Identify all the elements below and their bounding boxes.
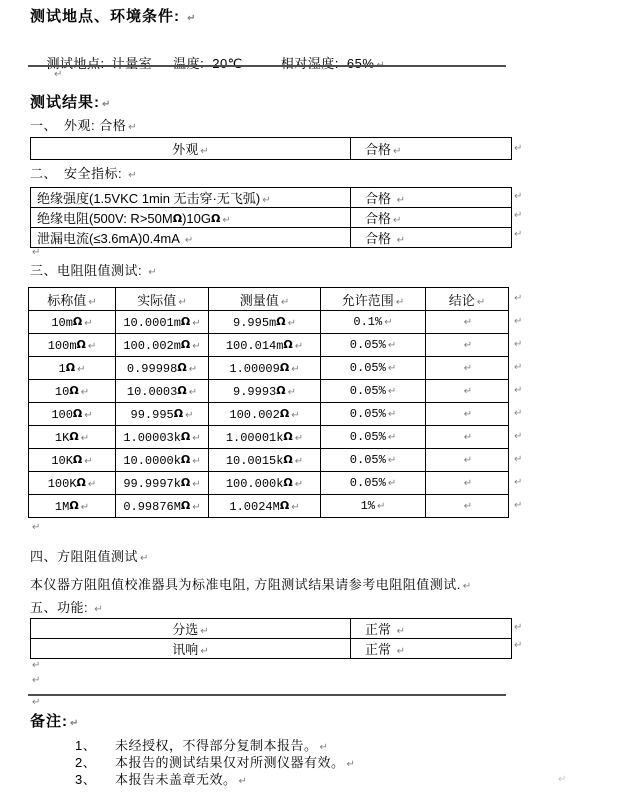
measured-cell: 1.00009Ω ↵: [209, 357, 321, 380]
table-row: [31, 639, 512, 659]
tolerance-cell: 0.05% ↵: [321, 472, 426, 495]
pilcrow-mark: ↵: [463, 363, 473, 374]
column-header-cell: 实际值 ↵: [116, 288, 209, 311]
nominal-cell: 1Ω ↵: [29, 357, 116, 380]
section3-heading: [30, 260, 157, 279]
measured-cell: 1.0024MΩ ↵: [209, 495, 321, 518]
ohm-symbol: Ω: [180, 498, 191, 512]
pilcrow-mark: ↵: [384, 317, 393, 328]
function-result-cell: 正常 ↵: [351, 619, 512, 639]
pilcrow-mark: ↵: [102, 99, 112, 110]
pilcrow-mark: ↵: [32, 522, 41, 533]
env-line: [30, 38, 385, 87]
appearance-table: [30, 137, 512, 160]
remark-number: 3、: [75, 772, 97, 787]
pilcrow-mark: ↵: [128, 170, 138, 181]
ohm-symbol: Ω: [180, 314, 191, 328]
pilcrow-mark: ↵: [87, 478, 97, 490]
conclusion-cell: [426, 380, 509, 403]
section1-heading: [30, 115, 137, 134]
section3-heading-text: 三、电阻阻值测试:: [30, 263, 147, 278]
section4-note: [30, 574, 472, 593]
row-end-marks: [514, 287, 522, 517]
pilcrow-mark: ↵: [84, 409, 93, 421]
tolerance-cell: 0.05% ↵: [321, 403, 426, 426]
remark-text: 未经授权，不得部分复制本报告。: [115, 738, 318, 753]
tolerance-cell: 0.05% ↵: [321, 449, 426, 472]
table-row: [31, 228, 512, 248]
pilcrow-mark: ↵: [393, 215, 402, 226]
resistance-row: [29, 472, 509, 495]
remarks-title: [30, 710, 79, 731]
actual-cell: 0.99876MΩ ↵: [116, 495, 209, 518]
nominal-cell: 10Ω ↵: [29, 380, 116, 403]
resistance-row: [29, 334, 509, 357]
measured-cell: 100.002Ω ↵: [209, 403, 321, 426]
pilcrow-mark: ↵: [294, 478, 304, 490]
row-end-mark: ↵: [514, 477, 523, 488]
ohm-symbol: Ω: [210, 212, 221, 225]
ohm-symbol: Ω: [279, 360, 290, 374]
pilcrow-mark: ↵: [128, 122, 138, 133]
pilcrow-mark: ↵: [262, 195, 271, 206]
horizontal-rule-top: [28, 65, 506, 67]
pilcrow-mark: ↵: [80, 386, 90, 398]
tolerance-cell: 0.05% ↵: [321, 380, 426, 403]
pilcrow-mark: ↵: [463, 455, 473, 466]
row-end-marks: [514, 187, 522, 244]
pilcrow-mark: ↵: [192, 455, 201, 467]
actual-cell: 1.00003kΩ ↵: [116, 426, 209, 449]
pilcrow-mark: ↵: [287, 317, 296, 329]
pilcrow-mark: ↵: [463, 432, 473, 443]
actual-cell: 10.0000kΩ ↵: [116, 449, 209, 472]
pilcrow-mark: ↵: [395, 296, 405, 308]
remark-text: 本报告的测试结果仅对所测仪器有效。: [115, 755, 345, 770]
ohm-symbol: Ω: [283, 429, 293, 443]
pilcrow-mark: ↵: [291, 409, 300, 421]
row-end-mark: ↵: [514, 621, 523, 633]
row-end-mark: ↵: [514, 362, 523, 373]
section2-heading: [30, 163, 137, 182]
pilcrow-mark: ↵: [32, 660, 41, 671]
remark-number: 1、: [75, 738, 97, 753]
pilcrow-mark: ↵: [294, 340, 304, 352]
measured-cell: 1.00001kΩ ↵: [209, 426, 321, 449]
pilcrow-mark: ↵: [558, 774, 567, 785]
ohm-symbol: Ω: [180, 429, 191, 443]
pilcrow-mark: ↵: [396, 626, 406, 637]
resistance-row: [29, 357, 509, 380]
resistance-row: [29, 403, 509, 426]
pilcrow-mark: ↵: [396, 195, 406, 206]
pilcrow-mark: ↵: [54, 69, 63, 80]
conclusion-cell: [426, 357, 509, 380]
pilcrow-mark: ↵: [463, 501, 473, 512]
pilcrow-mark: ↵: [222, 215, 231, 226]
actual-cell: 10.0003Ω ↵: [116, 380, 209, 403]
measured-cell: 100.000kΩ ↵: [209, 472, 321, 495]
ohm-symbol: Ω: [173, 406, 184, 420]
pilcrow-mark: ↵: [188, 363, 198, 375]
ohm-symbol: Ω: [180, 475, 191, 489]
ohm-symbol: Ω: [72, 406, 83, 420]
pilcrow-mark: ↵: [32, 675, 41, 686]
pilcrow-mark: ↵: [200, 626, 209, 637]
actual-cell: 99.9997kΩ ↵: [116, 472, 209, 495]
pilcrow-mark: ↵: [463, 317, 473, 328]
tolerance-cell: 0.05% ↵: [321, 334, 426, 357]
pilcrow-mark: ↵: [291, 501, 300, 513]
pilcrow-mark: ↵: [148, 267, 158, 278]
ohm-symbol: Ω: [76, 337, 86, 351]
safety-result-cell: 合格 ↵: [351, 188, 512, 208]
actual-cell: 10.0001mΩ ↵: [116, 311, 209, 334]
pilcrow-mark: ↵: [70, 718, 80, 729]
safety-item-cell: 绝缘电阻(500V: R>50MΩ)10GΩ ↵: [31, 208, 351, 228]
row-end-mark: ↵: [514, 191, 523, 202]
ohm-symbol: Ω: [276, 383, 286, 397]
ohm-symbol: Ω: [279, 406, 290, 420]
section4-heading: [30, 546, 149, 565]
safety-item-cell: 泄漏电流(≤3.6mA)0.4mA ↵: [31, 228, 351, 248]
appearance-result-cell: 合格 ↵: [351, 138, 512, 160]
ohm-symbol: Ω: [65, 360, 76, 374]
env-conditions-title: [30, 5, 197, 26]
pilcrow-mark: ↵: [387, 455, 397, 466]
pilcrow-mark: ↵: [387, 386, 397, 397]
results-title-text: 测试结果:: [30, 94, 100, 111]
ohm-symbol: Ω: [283, 475, 293, 489]
pilcrow-mark: ↵: [200, 146, 209, 157]
column-header-cell: 标称值 ↵: [29, 288, 116, 311]
row-end-marks: [514, 137, 522, 160]
pilcrow-mark: ↵: [377, 501, 386, 512]
resistance-row: [29, 495, 509, 518]
tolerance-cell: 0.05% ↵: [321, 357, 426, 380]
pilcrow-mark: ↵: [387, 478, 397, 489]
tolerance-cell: 0.1% ↵: [321, 311, 426, 334]
ohm-symbol: Ω: [69, 383, 79, 397]
pilcrow-mark: ↵: [140, 553, 149, 564]
pilcrow-mark: ↵: [346, 759, 356, 770]
row-end-mark: ↵: [514, 316, 523, 327]
pilcrow-mark: ↵: [396, 646, 406, 657]
row-end-mark: ↵: [514, 408, 523, 419]
section1-heading-text: 一、 外观: 合格: [30, 118, 127, 133]
row-end-mark: ↵: [514, 500, 523, 511]
safety-indicators-table: [30, 187, 512, 248]
test-location-value: 计量室: [111, 56, 153, 71]
nominal-cell: 100Ω ↵: [29, 403, 116, 426]
ohm-symbol: Ω: [177, 360, 187, 374]
measured-cell: 9.995mΩ ↵: [209, 311, 321, 334]
pilcrow-mark: ↵: [291, 363, 300, 375]
env-conditions-title-text: 测试地点、环境条件:: [30, 8, 186, 25]
results-title: [30, 91, 111, 112]
row-end-mark: ↵: [514, 210, 523, 221]
pilcrow-mark: ↵: [77, 363, 86, 375]
conclusion-cell: [426, 334, 509, 357]
pilcrow-mark: ↵: [178, 296, 187, 308]
table-row: [31, 208, 512, 228]
pilcrow-mark: ↵: [280, 296, 290, 308]
section2-heading-text: 二、 安全指标:: [30, 166, 127, 181]
ohm-symbol: Ω: [69, 498, 79, 512]
column-header-cell: 结论 ↵: [426, 288, 509, 311]
temperature-value: 20℃: [212, 56, 243, 71]
ohm-symbol: Ω: [180, 337, 191, 351]
pilcrow-mark: ↵: [238, 776, 248, 787]
actual-cell: 100.002mΩ ↵: [116, 334, 209, 357]
function-result-cell: 正常 ↵: [351, 639, 512, 659]
pilcrow-mark: ↵: [87, 340, 97, 352]
ohm-symbol: Ω: [180, 452, 191, 466]
resistance-row: [29, 311, 509, 334]
safety-result-cell: 合格 ↵: [351, 208, 512, 228]
ohm-symbol: Ω: [283, 337, 293, 351]
tolerance-cell: 0.05% ↵: [321, 426, 426, 449]
pilcrow-mark: ↵: [463, 409, 473, 420]
remark-number: 2、: [75, 755, 97, 770]
section5-heading-text: 五、功能:: [30, 600, 93, 615]
humidity-label: 相对湿度:: [280, 56, 339, 71]
ohm-symbol: Ω: [276, 314, 286, 328]
actual-cell: 0.99998Ω ↵: [116, 357, 209, 380]
function-item-cell: 分选 ↵: [31, 619, 351, 639]
pilcrow-mark: ↵: [476, 296, 486, 308]
pilcrow-mark: ↵: [84, 455, 93, 467]
nominal-cell: 10mΩ ↵: [29, 311, 116, 334]
pilcrow-mark: ↵: [387, 432, 397, 443]
pilcrow-mark: ↵: [462, 581, 472, 592]
resistance-header-row: [29, 288, 509, 311]
pilcrow-mark: ↵: [294, 432, 304, 444]
pilcrow-mark: ↵: [192, 340, 201, 352]
pilcrow-mark: ↵: [387, 363, 397, 374]
row-end-marks: [514, 618, 522, 654]
row-end-mark: ↵: [514, 229, 523, 240]
pilcrow-mark: ↵: [185, 409, 194, 421]
row-end-mark: ↵: [514, 454, 523, 465]
pilcrow-mark: ↵: [88, 296, 97, 308]
pilcrow-mark: ↵: [80, 432, 90, 444]
pilcrow-mark: ↵: [200, 646, 209, 657]
pilcrow-mark: ↵: [192, 317, 201, 329]
appearance-item-cell: 外观 ↵: [31, 138, 351, 160]
tolerance-cell: 1% ↵: [321, 495, 426, 518]
remark-text: 本报告未盖章无效。: [115, 772, 237, 787]
function-test-table: [30, 618, 512, 659]
resistance-row: [29, 380, 509, 403]
pilcrow-mark: ↵: [393, 146, 402, 157]
nominal-cell: 100mΩ ↵: [29, 334, 116, 357]
ohm-symbol: Ω: [72, 314, 83, 328]
ohm-symbol: Ω: [72, 452, 83, 466]
pilcrow-mark: ↵: [192, 478, 201, 490]
conclusion-cell: [426, 449, 509, 472]
column-header-cell: 允许范围 ↵: [321, 288, 426, 311]
pilcrow-mark: ↵: [294, 455, 304, 467]
conclusion-cell: [426, 403, 509, 426]
nominal-cell: 1MΩ ↵: [29, 495, 116, 518]
humidity-value: 65%: [346, 56, 375, 71]
test-location-label: 测试地点:: [46, 56, 105, 71]
table-row: [31, 138, 512, 160]
table-row: [31, 619, 512, 639]
pilcrow-mark: ↵: [463, 340, 473, 351]
conclusion-cell: [426, 495, 509, 518]
pilcrow-mark: ↵: [188, 386, 198, 398]
pilcrow-mark: ↵: [32, 247, 41, 258]
ohm-symbol: Ω: [283, 452, 293, 466]
remark-item: [75, 769, 247, 788]
row-end-mark: ↵: [514, 293, 523, 304]
ohm-symbol: Ω: [177, 383, 187, 397]
actual-cell: 99.995Ω ↵: [116, 403, 209, 426]
ohm-symbol: Ω: [279, 498, 290, 512]
ohm-symbol: Ω: [76, 475, 86, 489]
conclusion-cell: [426, 311, 509, 334]
measured-cell: 9.9993Ω ↵: [209, 380, 321, 403]
measured-cell: 10.0015kΩ ↵: [209, 449, 321, 472]
pilcrow-mark: ↵: [84, 317, 93, 329]
pilcrow-mark: ↵: [319, 742, 329, 753]
table-row: [31, 188, 512, 208]
nominal-cell: 100KΩ ↵: [29, 472, 116, 495]
row-end-mark: ↵: [514, 385, 523, 396]
pilcrow-mark: ↵: [80, 501, 90, 513]
pilcrow-mark: ↵: [192, 501, 201, 513]
conclusion-cell: [426, 472, 509, 495]
function-item-cell: 讯响 ↵: [31, 639, 351, 659]
pilcrow-mark: ↵: [387, 340, 397, 351]
pilcrow-mark: ↵: [463, 386, 473, 397]
pilcrow-mark: ↵: [287, 386, 296, 398]
pilcrow-mark: ↵: [184, 235, 194, 246]
nominal-cell: 1KΩ ↵: [29, 426, 116, 449]
pilcrow-mark: ↵: [463, 478, 473, 489]
resistance-row: [29, 449, 509, 472]
column-header-cell: 测量值 ↵: [209, 288, 321, 311]
safety-result-cell: 合格 ↵: [351, 228, 512, 248]
section4-note-text: 本仪器方阻阻值校准器具为标准电阻, 方阻测试结果请参考电阻阻值测试.: [30, 577, 461, 592]
resistance-row: [29, 426, 509, 449]
pilcrow-mark: ↵: [32, 697, 41, 708]
row-end-mark: ↵: [514, 639, 523, 651]
section4-heading-text: 四、方阻阻值测试: [30, 549, 139, 564]
section5-heading: [30, 597, 103, 616]
ohm-symbol: Ω: [172, 212, 183, 225]
conclusion-cell: [426, 426, 509, 449]
safety-item-cell: 绝缘强度(1.5VKC 1min 无击穿·无飞弧) ↵: [31, 188, 351, 208]
pilcrow-mark: ↵: [94, 604, 104, 615]
measured-cell: 100.014mΩ ↵: [209, 334, 321, 357]
remarks-title-text: 备注:: [30, 713, 68, 730]
pilcrow-mark: ↵: [192, 432, 201, 444]
pilcrow-mark: ↵: [187, 13, 197, 24]
pilcrow-mark: ↵: [376, 60, 386, 71]
row-end-mark: ↵: [514, 143, 523, 154]
row-end-mark: ↵: [514, 339, 523, 350]
temperature-label: 温度:: [173, 56, 205, 71]
horizontal-rule-bottom: [28, 694, 506, 696]
nominal-cell: 10KΩ ↵: [29, 449, 116, 472]
row-end-mark: ↵: [514, 431, 523, 442]
resistance-test-table: [28, 287, 509, 518]
pilcrow-mark: ↵: [396, 235, 406, 246]
ohm-symbol: Ω: [69, 429, 79, 443]
pilcrow-mark: ↵: [387, 409, 397, 420]
